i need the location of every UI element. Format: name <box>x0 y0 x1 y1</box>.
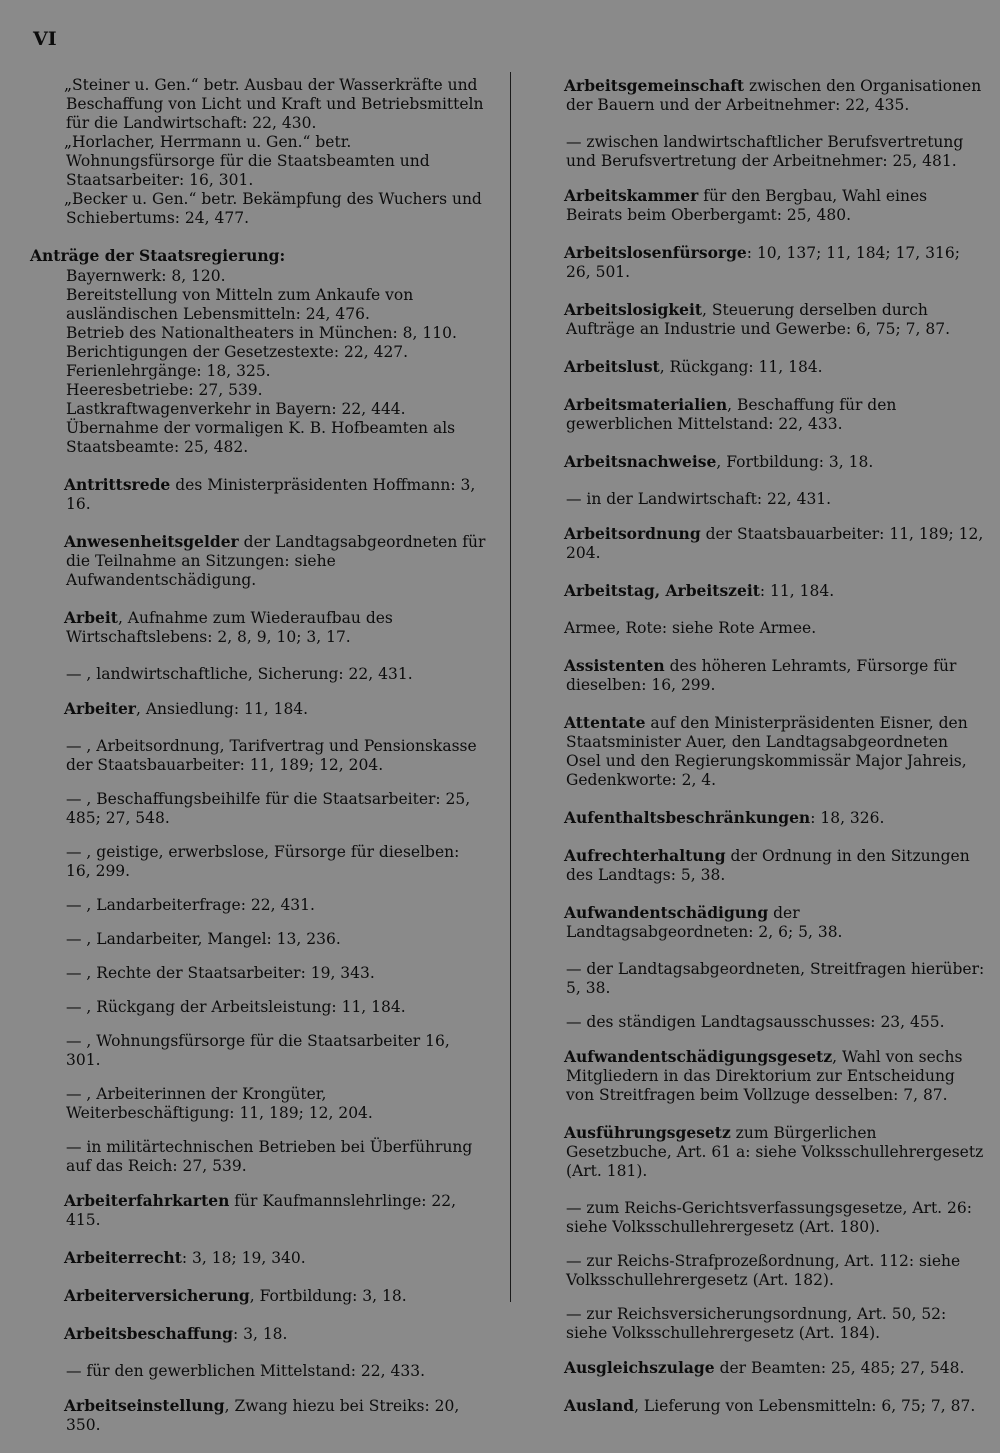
entry-headword: Antrittsrede <box>64 475 171 494</box>
index-entry <box>30 1396 487 1435</box>
sub-entry: — des ständigen Landtagsausschusses: 23, 455. <box>566 1013 945 1031</box>
entry-headword: Aufrechterhaltung <box>564 846 726 865</box>
index-entry <box>530 452 985 472</box>
entry-headword: Arbeitstag, Arbeitszeit <box>564 581 760 600</box>
index-entry <box>530 808 985 828</box>
index-entry <box>530 357 985 377</box>
entry-text: : 3, 18; 19, 340. <box>181 1249 306 1267</box>
entry-text: : 18, 326. <box>810 809 885 827</box>
index-entry <box>530 1396 985 1416</box>
index-entry: „Horlacher, Herrmann u. Gen.“ betr. Wohnungsfürsorge für die Staatsbeamten und Staatsarbeiter: 16, 301. <box>64 133 430 189</box>
list-item: Heeresbetriebe: 27, 539. <box>66 381 263 399</box>
sub-entry: — , Landarbeiterfrage: 22, 431. <box>66 896 315 914</box>
entry-headword: Arbeitsbeschaffung <box>64 1324 233 1343</box>
entry-text: der Staatsbauarbeiter: 11, 189; 12, 204. <box>566 525 984 562</box>
index-entry <box>530 656 985 695</box>
entry-headword: Aufwandentschädigungsgesetz <box>564 1047 833 1066</box>
sub-entry: — zwischen landwirtschaftlicher Berufsvertretung und Berufsvertretung der Arbeitnehmer: 25, 481. <box>566 133 964 170</box>
entry-headword: Arbeiterrecht <box>64 1248 182 1267</box>
entry-text: , Fortbildung: 3, 18. <box>249 1287 407 1305</box>
entry-text: : 10, 137; 11, 184; 17, 316; 26, 501. <box>566 244 960 281</box>
index-entry <box>530 524 985 563</box>
index-entry: „Becker u. Gen.“ betr. Bekämpfung des Wuchers und Schiebertums: 24, 477. <box>64 190 482 227</box>
index-entry <box>530 581 985 601</box>
sub-entry: — , Rückgang der Arbeitsleistung: 11, 184. <box>66 998 406 1016</box>
index-entry <box>30 608 487 647</box>
entry-text: zwischen den Organisationen der Bauern und der Arbeitnehmer: 22, 435. <box>566 77 982 114</box>
index-entry <box>530 713 985 790</box>
entry-headword: Arbeitslosigkeit <box>564 300 702 319</box>
index-entry <box>30 1286 487 1306</box>
list-item: Betrieb des Nationaltheaters in München: 8, 110. <box>66 324 457 342</box>
index-entry <box>530 300 985 339</box>
list-item: Bereitstellung von Mitteln zum Ankaufe von ausländischen Lebensmitteln: 24, 476. <box>66 286 414 323</box>
entry-text: , Zwang hiezu bei Streiks: 20, 350. <box>66 1397 460 1434</box>
sub-entry: — , Rechte der Staatsarbeiter: 19, 343. <box>66 964 375 982</box>
entry-text: , Beschaffung für den gewerblichen Mittelstand: 22, 433. <box>566 396 897 433</box>
index-entry <box>530 243 985 282</box>
entry-text: zum Bürgerlichen Gesetzbuche, Art. 61 a: siehe Volksschullehrergesetz (Art. 181). <box>566 1124 984 1180</box>
entry-headword: Arbeitseinstellung <box>64 1396 225 1415</box>
index-entry <box>30 1324 487 1344</box>
sub-entry: — zur Reichs-Strafprozeßordnung, Art. 112: siehe Volksschullehrergesetz (Art. 182). <box>566 1252 961 1289</box>
sub-entry: — der Landtagsabgeordneten, Streitfragen hierüber: 5, 38. <box>566 960 985 997</box>
sub-entry: — , Arbeitsordnung, Tarifvertrag und Pensionskasse der Staatsbauarbeiter: 11, 189; 12, 204. <box>66 737 477 774</box>
section-heading: Anträge der Staatsregierung: <box>30 246 286 265</box>
index-entry <box>530 1123 985 1181</box>
entry-text: , Rückgang: 11, 184. <box>659 358 823 376</box>
index-entry <box>530 846 985 885</box>
index-entry <box>530 186 985 225</box>
index-entry <box>530 395 985 434</box>
entry-headword: Arbeitskammer <box>564 186 699 205</box>
index-entry <box>30 532 487 590</box>
entry-text: der Landtagsabgeordneten für die Teilnahme an Sitzungen: siehe Aufwandentschädigung. <box>66 533 486 589</box>
index-entry <box>530 1358 985 1378</box>
entry-text: für Kaufmannslehrlinge: 22, 415. <box>66 1192 457 1229</box>
list-item: Berichtigungen der Gesetzestexte: 22, 427. <box>66 343 409 361</box>
entry-headword: Arbeiterversicherung <box>64 1286 250 1305</box>
sub-entry: — , geistige, erwerbslose, Fürsorge für dieselben: 16, 299. <box>66 843 460 880</box>
index-entry: Armee, Rote: siehe Rote Armee. <box>564 619 817 637</box>
entry-headword: Aufwandentschädigung <box>564 903 769 922</box>
entry-text: , Wahl von sechs Mitgliedern in das Direktorium zur Entscheidung von Streitfragen beim Vollzuge desselben: 7, 87. <box>566 1048 963 1104</box>
list-item: Übernahme der vormaligen K. B. Hofbeamten als Staatsbeamte: 25, 482. <box>66 419 456 456</box>
entry-headword: Aufenthaltsbeschränkungen <box>564 808 811 827</box>
right-entries <box>530 76 985 1416</box>
entry-headword: Ausland <box>564 1396 635 1415</box>
entry-headword: Arbeiterfahrkarten <box>64 1191 230 1210</box>
sub-entry: — , Wohnungsfürsorge für die Staatsarbeiter 16, 301. <box>66 1032 450 1069</box>
antraege-list <box>30 267 487 457</box>
entry-text: der Beamten: 25, 485; 27, 548. <box>714 1359 965 1377</box>
index-entry <box>530 903 985 942</box>
left-column <box>30 76 487 1453</box>
sub-entry: — , Landarbeiter, Mangel: 13, 236. <box>66 930 341 948</box>
sub-entry: — für den gewerblichen Mittelstand: 22, 433. <box>66 1362 425 1380</box>
entry-text: der Landtagsabgeordneten: 2, 6; 5, 38. <box>566 904 843 941</box>
entry-headword: Arbeitsnachweise <box>564 452 717 471</box>
entry-text: des Ministerpräsidenten Hoffmann: 3, 16. <box>66 476 476 513</box>
entry-headword: Arbeit <box>64 608 118 627</box>
index-entry <box>530 76 985 115</box>
sub-entry: — , landwirtschaftliche, Sicherung: 22, 431. <box>66 665 413 683</box>
index-entry <box>30 699 487 719</box>
entry-headword: Arbeitsmaterialien <box>564 395 728 414</box>
entry-text: , Steuerung derselben durch Aufträge an Industrie und Gewerbe: 6, 75; 7, 87. <box>566 301 951 338</box>
entry-headword: Assistenten <box>564 656 665 675</box>
entry-text: : 3, 18. <box>232 1325 288 1343</box>
sub-entry: — in militärtechnischen Betrieben bei Überführung auf das Reich: 27, 539. <box>66 1138 473 1175</box>
page-number: VI <box>33 28 57 50</box>
index-entry <box>30 475 487 514</box>
entry-headword: Attentate <box>564 713 646 732</box>
list-item: Ferienlehrgänge: 18, 325. <box>66 362 271 380</box>
index-entry <box>530 1047 985 1105</box>
entry-headword: Arbeiter <box>64 699 136 718</box>
entry-headword: Arbeitsgemeinschaft <box>564 76 745 95</box>
sub-entry: — zum Reichs-Gerichtsverfassungsgesetze, Art. 26: siehe Volksschullehrergesetz (Art. 180). <box>566 1199 972 1236</box>
column-divider <box>510 72 511 1302</box>
index-entry: „Steiner u. Gen.“ betr. Ausbau der Wasserkräfte und Beschaffung von Licht und Kraft und Betriebsmitteln für die Landwirtschaft: 22, 430. <box>64 76 484 132</box>
list-item: Lastkraftwagenverkehr in Bayern: 22, 444. <box>66 400 406 418</box>
entry-text: , Aufnahme zum Wiederaufbau des Wirtschaftslebens: 2, 8, 9, 10; 3, 17. <box>66 609 393 646</box>
right-column <box>530 76 985 1434</box>
entry-text: , Ansiedlung: 11, 184. <box>135 700 309 718</box>
entry-text: , Lieferung von Lebensmitteln: 6, 75; 7, 87. <box>634 1397 976 1415</box>
sub-entry: — , Arbeiterinnen der Krongüter, Weiterbeschäftigung: 11, 189; 12, 204. <box>66 1085 373 1122</box>
entry-headword: Anwesenheitsgelder <box>64 532 239 551</box>
left-entries <box>30 475 487 1435</box>
sub-entry: — , Beschaffungsbeihilfe für die Staatsarbeiter: 25, 485; 27, 548. <box>66 790 471 827</box>
list-item: Bayernwerk: 8, 120. <box>66 267 226 285</box>
entry-text: , Fortbildung: 3, 18. <box>716 453 874 471</box>
entry-text: für den Bergbau, Wahl eines Beirats beim Oberbergamt: 25, 480. <box>566 187 928 224</box>
entry-headword: Arbeitslosenfürsorge <box>564 243 747 262</box>
sub-entry: — zur Reichsversicherungsordnung, Art. 50, 52: siehe Volksschullehrergesetz (Art. 184). <box>566 1305 947 1342</box>
entry-headword: Arbeitslust <box>564 357 660 376</box>
entry-text: : 11, 184. <box>759 582 835 600</box>
entry-text: der Ordnung in den Sitzungen des Landtags: 5, 38. <box>566 847 970 884</box>
index-entry <box>30 1248 487 1268</box>
entry-headword: Arbeitsordnung <box>564 524 701 543</box>
entry-headword: Ausgleichszulage <box>564 1358 715 1377</box>
entry-text: des höheren Lehramts, Fürsorge für dieselben: 16, 299. <box>566 657 957 694</box>
sub-entry: — in der Landwirtschaft: 22, 431. <box>566 490 832 508</box>
entry-headword: Ausführungsgesetz <box>564 1123 731 1142</box>
index-entry <box>30 1191 487 1230</box>
entry-text: auf den Ministerpräsidenten Eisner, den Staatsminister Auer, den Landtagsabgeordneten Osel und den Regierungskommissär Major Jahreis, Gedenkworte: 2, 4. <box>566 714 968 789</box>
